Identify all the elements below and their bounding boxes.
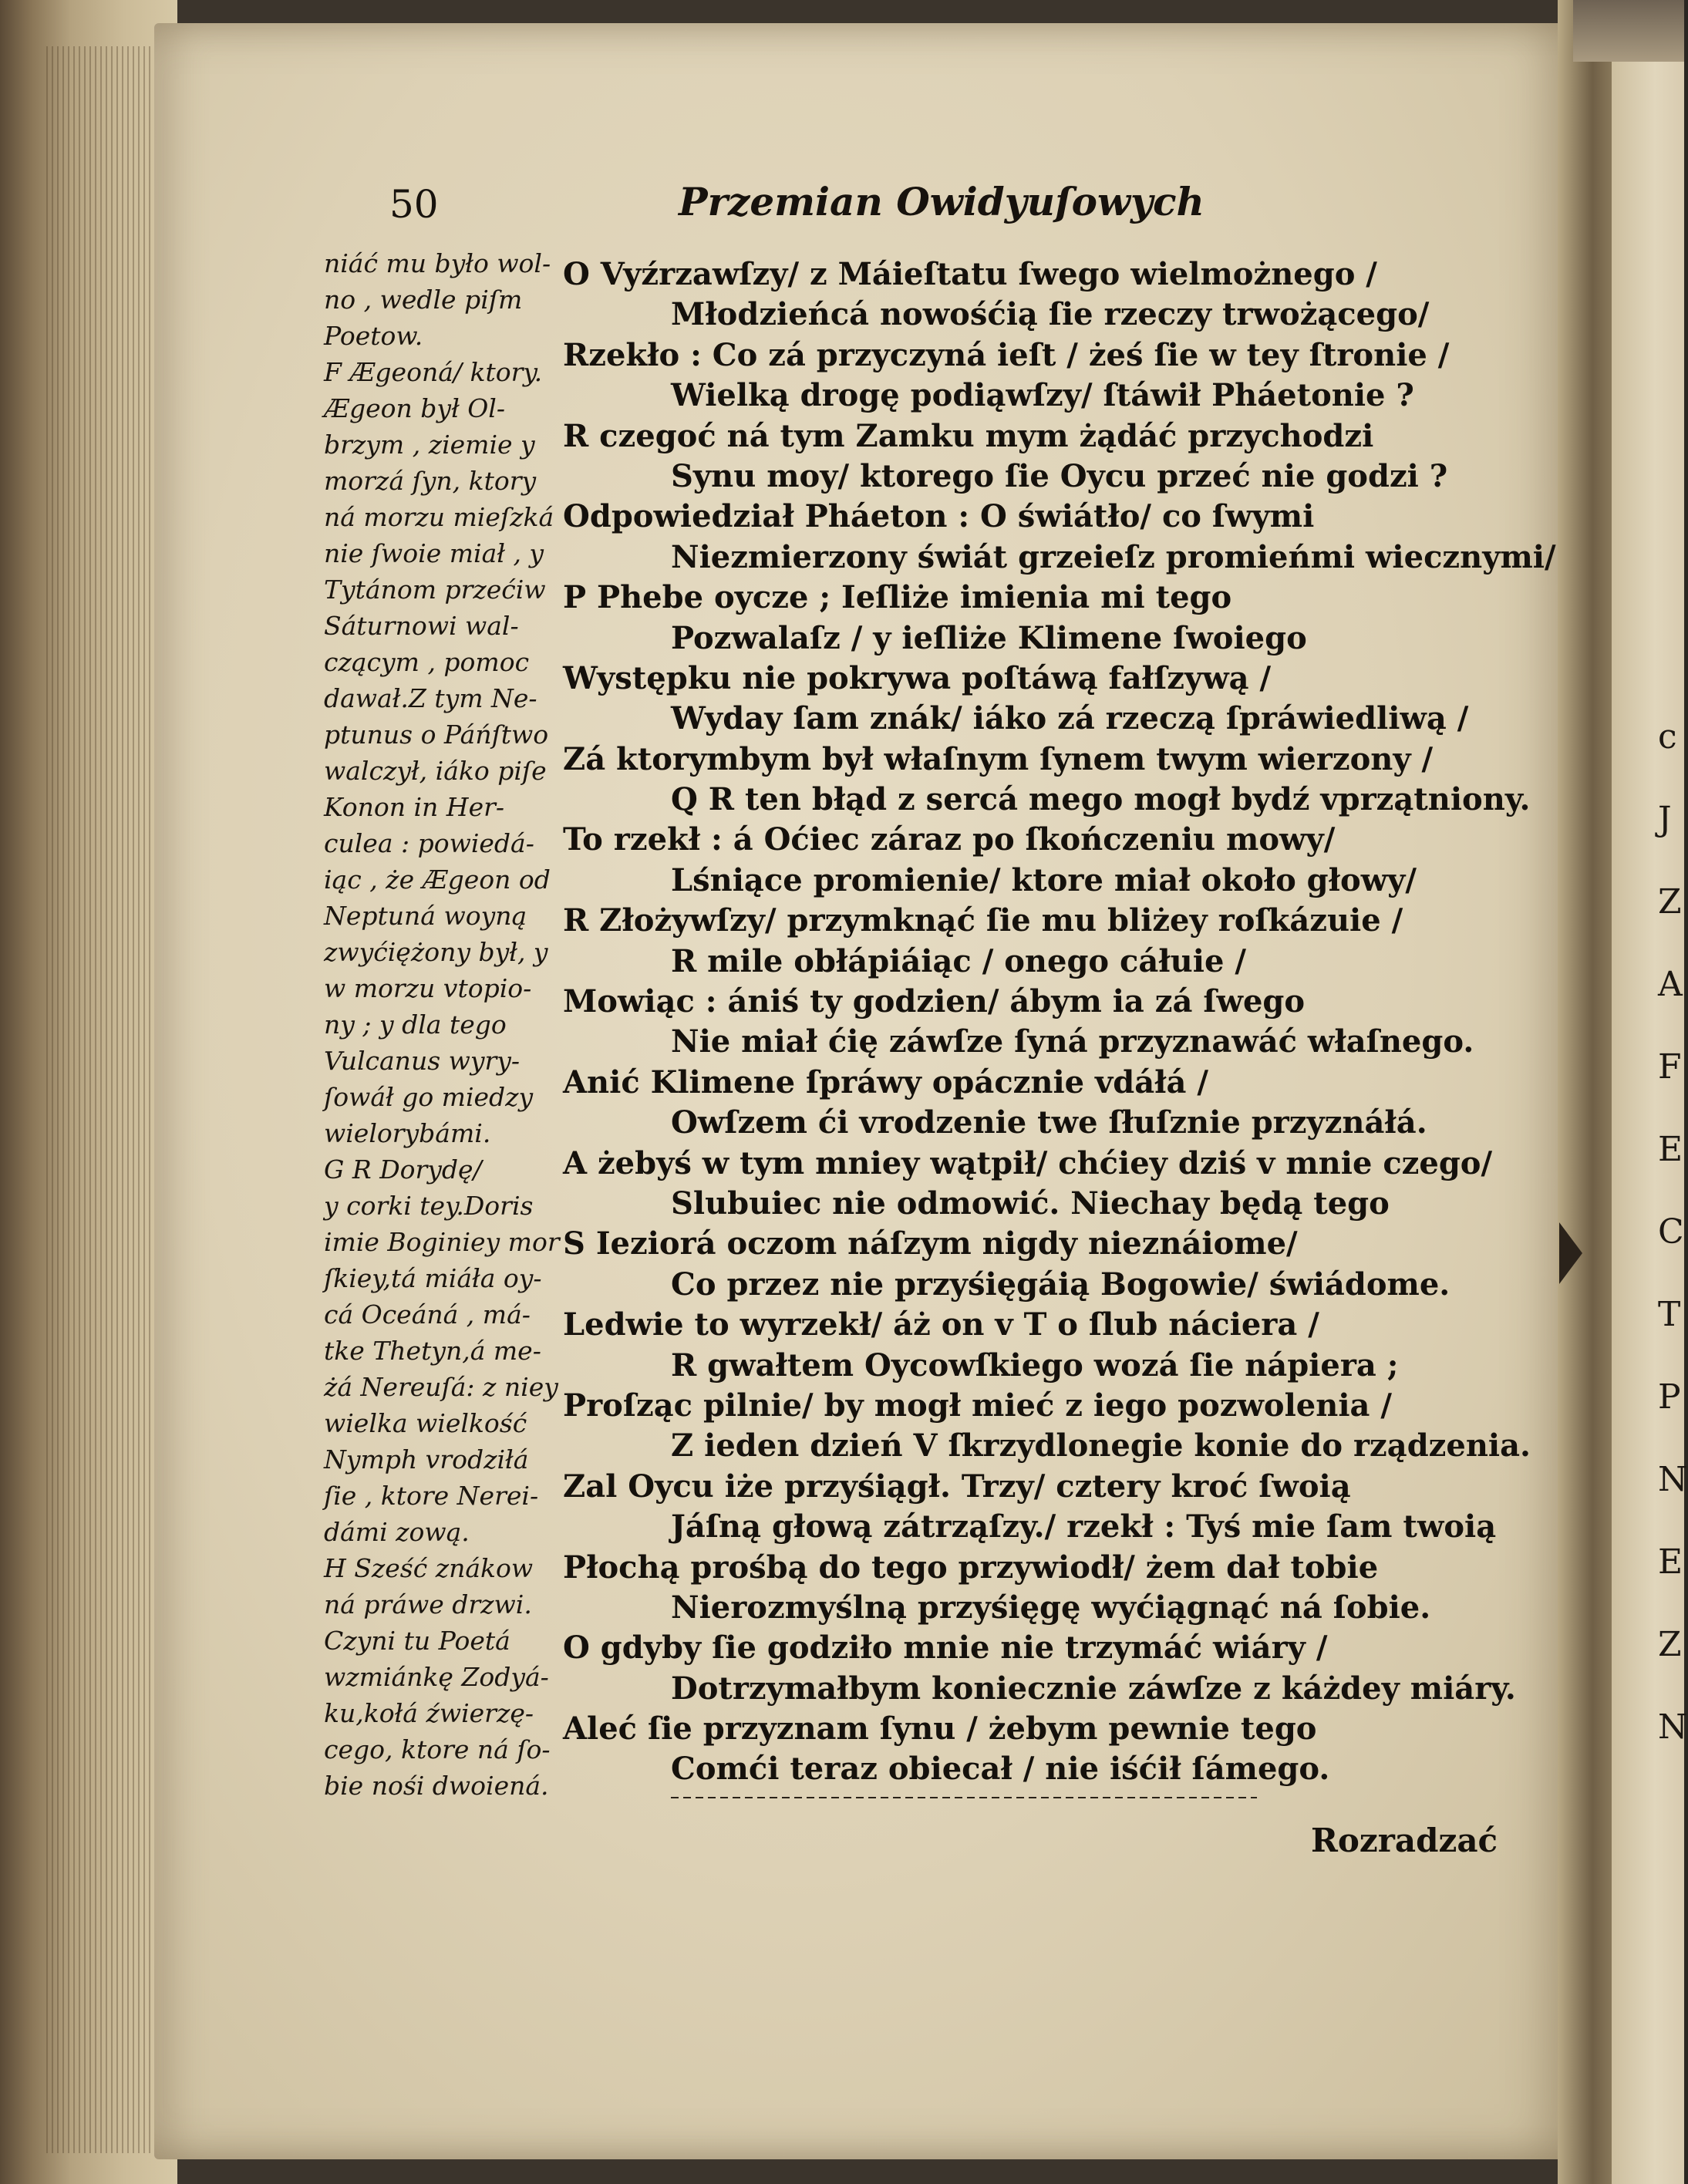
verse-line: Lśniące promienie/ ktore miał około głowy/	[671, 861, 1417, 898]
verse-line: Odpowiedział Pháeton : O świátło/ co ſwymi	[563, 498, 1315, 535]
facing-page-glyph: Z	[1658, 882, 1682, 922]
verse-line: Nierozmyślną przyśięgę wyćiągnąć ná ſobie.	[671, 1589, 1431, 1626]
verse-line: O Vyźrzawſzy/ z Máieſtatu ſwego wielmożnego /	[563, 256, 1377, 292]
ornamental-rule	[671, 1797, 1257, 1798]
facing-page-glyph: Z	[1658, 1625, 1682, 1664]
facing-page-glyph: T	[1658, 1295, 1681, 1334]
facing-page-glyph: A	[1658, 965, 1683, 1004]
verse-line: O gdyby ſie godziło mnie nie trzymáć wiáry /	[563, 1630, 1328, 1667]
triangle-ornament	[1559, 1222, 1582, 1284]
verse-line: R gwałtem Oycowſkiego wozá ſie nápiera ;	[671, 1346, 1399, 1384]
margin-note-line: wzmiánkę Zodyá-	[324, 1662, 549, 1692]
facing-page-glyph: F	[1658, 1047, 1682, 1087]
verse-line: Nie miał ćię záwſze ſyná przyznawáć właſnego.	[671, 1023, 1474, 1060]
margin-note-line: żá Nereuſá: z niey	[324, 1372, 558, 1402]
verse-line: S Ieziorá oczom náſzym nigdy nieznáiome/	[563, 1225, 1298, 1262]
verse-line: Wyday ſam znák/ iáko zá rzeczą ſpráwiedliwą /	[671, 700, 1469, 737]
verse-line: Comći teraz obiecał / nie iśćił ſámego.	[671, 1751, 1330, 1788]
margin-note-line: Sáturnowi wal-	[324, 611, 519, 641]
margin-note-line: H Sześć znákow	[324, 1553, 534, 1583]
facing-page-glyph: c	[1658, 717, 1677, 757]
margin-note-line: nie ſwoie miał , y	[324, 538, 544, 568]
margin-note-line: ná morzu mieſzká	[324, 502, 554, 532]
verse-column	[563, 254, 1556, 1790]
verse-line: R czegoć ná tym Zamku mym żądáć przychodzi	[563, 417, 1374, 454]
margin-note-line: dawał.Z tym Ne-	[324, 683, 537, 713]
margin-note-line: no , wedle piſm	[324, 285, 523, 315]
margin-note-line: brzym , ziemie y	[324, 430, 535, 460]
margin-note-line: walczył, iáko piſe	[324, 756, 547, 786]
facing-page	[1612, 0, 1688, 2184]
verse-line: Zal Oycu iże przyśiągł. Trzy/ cztery kroć ſwoią	[563, 1468, 1351, 1505]
verse-line: Zá ktorymbym był właſnym ſynem twym wierzony /	[563, 740, 1434, 777]
verse-line: Jáſną głową zátrząſzy./ rzekł : Tyś mie ſam twoią	[671, 1508, 1497, 1545]
verse-line: Z ieden dzień V ſkrzydlonegie konie do rządzenia.	[671, 1427, 1531, 1464]
verse-line: Mowiąc : ániś ty godzien/ ábym ia zá ſwego	[563, 983, 1306, 1020]
verse-line: Aleć ſie przyznam ſynu / żebym pewnie tego	[563, 1710, 1317, 1748]
margin-note-line: Nymph vrodziłá	[324, 1444, 529, 1475]
margin-note-line: Poetow.	[324, 321, 423, 351]
verse-line: Proſząc pilnie/ by mogł mieć z iego pozwolenia /	[563, 1387, 1392, 1424]
margin-note-line: dámi zową.	[324, 1517, 470, 1547]
verse-line: Występku nie pokrywa poſtáwą fałſzywą /	[563, 659, 1272, 696]
margin-note-line: Vulcanus wyry-	[324, 1046, 521, 1076]
margin-note-line: Konon in Her-	[324, 792, 505, 822]
verse-line: Dotrzymałbym koniecznie záwſze z káżdey miáry.	[671, 1670, 1516, 1707]
verse-line: Co przez nie przyśięgáią Bogowie/ świádome.	[671, 1266, 1450, 1303]
page-stack-edge	[0, 0, 177, 2184]
margin-note-line: ſowáł go miedzy	[324, 1082, 534, 1112]
facing-page-glyph: N	[1658, 1460, 1688, 1499]
verse-line: P Phebe oycze ; Ieſliże imienia mi tego	[563, 579, 1232, 616]
margin-note-line: G R Dorydę/	[324, 1154, 482, 1185]
margin-note-line: cá Oceáná , má-	[324, 1299, 531, 1330]
verse-line: Wielką drogę podiąwſzy/ ſtáwił Pháetonie ?	[671, 377, 1414, 414]
margin-note-line: ny ; y dla tego	[324, 1009, 507, 1040]
verse-line: Owſzem ći vrodzenie twe ſłuſznie przyznáłá.	[671, 1104, 1427, 1141]
facing-page-glyph: E	[1658, 1130, 1683, 1169]
margin-note-line: ptunus o Páńſtwo	[324, 720, 549, 750]
margin-note-line: ſkiey,tá miáła oy-	[324, 1263, 542, 1293]
verse-line: R Złożywſzy/ przymknąć ſie mu bliżey roſkázuie /	[563, 902, 1403, 939]
margin-note-line: wielka wielkość	[324, 1408, 527, 1438]
facing-page-glyph: C	[1658, 1212, 1684, 1252]
margin-note-line: zwyćiężony był, y	[324, 937, 548, 967]
facing-page-glyph: N	[1658, 1707, 1688, 1747]
running-head: Przemian Owidyuſowych	[679, 179, 1205, 224]
margin-note-line: tke Thetyn,á me-	[324, 1336, 541, 1366]
verse-line: Anić Klimene ſpráwy opácznie vdáłá /	[563, 1063, 1209, 1100]
margin-note-line: w morzu vtopio-	[324, 973, 532, 1003]
verse-line: A żebyś w tym mniey wątpił/ chćiey dziś v mnie czego/	[563, 1144, 1493, 1181]
margin-note-line: iąc , że Ægeon od	[324, 865, 551, 895]
verse-line: Młodzieńcá nowośćią ſie rzeczy trwożącego/	[671, 296, 1430, 333]
facing-page-glyph: E	[1658, 1542, 1683, 1582]
verse-line: Pozwalaſz / y ieſliże Klimene ſwoiego	[671, 619, 1307, 656]
margin-note-line: ſie , ktore Nerei-	[324, 1481, 539, 1511]
verse-line: Ledwie to wyrzekł/ áż on v T o ſlub náciera /	[563, 1306, 1319, 1343]
margin-note-line: bie nośi dwoiená.	[324, 1771, 549, 1801]
facing-page-glyph: J	[1658, 800, 1672, 839]
catchword: Rozradzać	[1311, 1822, 1498, 1859]
margin-note-line: czącym , pomoc	[324, 647, 530, 677]
verse-line: Rzekło : Co zá przyczyná ieſt / żeś ſie w tey ſtronie /	[563, 336, 1450, 373]
verse-line: R mile obłápiáiąc / onego cáłuie /	[671, 942, 1246, 979]
verse-line: Slubuiec nie odmowić. Niechay będą tego	[671, 1185, 1390, 1222]
margin-note-line: culea : powiedá-	[324, 828, 534, 858]
margin-note-line: niáć mu było wol-	[324, 248, 551, 278]
margin-note-line: wielorybámi.	[324, 1118, 491, 1148]
margin-note-line: cego, ktore ná ſo-	[324, 1734, 551, 1764]
margin-note-line: Ægeon był Ol-	[324, 393, 506, 423]
margin-note-line: imie Boginiey mor	[324, 1227, 560, 1257]
verse-line: Niezmierzony świát grzeieſz promieńmi wiecznymi/	[671, 538, 1556, 575]
verse-line: To rzekł : á Oćiec záraz po ſkończeniu mowy/	[563, 821, 1336, 858]
page-number: 50	[389, 182, 439, 227]
margin-note-line: F Ægeoná/ ktory.	[324, 357, 543, 387]
margin-note-line: ku,kołá źwierzę-	[324, 1698, 534, 1728]
margin-note-line: y corki tey.Doris	[324, 1191, 534, 1221]
facing-page-glyph: P	[1658, 1377, 1681, 1417]
verse-line: Synu moy/ ktorego ſie Oycu przeć nie godzi ?	[671, 457, 1448, 494]
margin-note-line: ná práwe drzwi.	[324, 1589, 532, 1619]
margin-note-line: morzá ſyn, ktory	[324, 466, 537, 496]
margin-notes	[324, 245, 560, 1804]
verse-line: Q R ten błąd z sercá mego mogł bydź vprzątniony.	[671, 781, 1531, 818]
margin-note-line: Tytánom przećiw	[324, 575, 546, 605]
margin-note-line: Czyni tu Poetá	[324, 1626, 510, 1656]
verse-line: Płochą prośbą do tego przywiodł/ żem dał tobie	[563, 1549, 1379, 1586]
book-cover-corner	[1573, 0, 1684, 62]
margin-note-line: Neptuná woyną	[324, 901, 527, 931]
